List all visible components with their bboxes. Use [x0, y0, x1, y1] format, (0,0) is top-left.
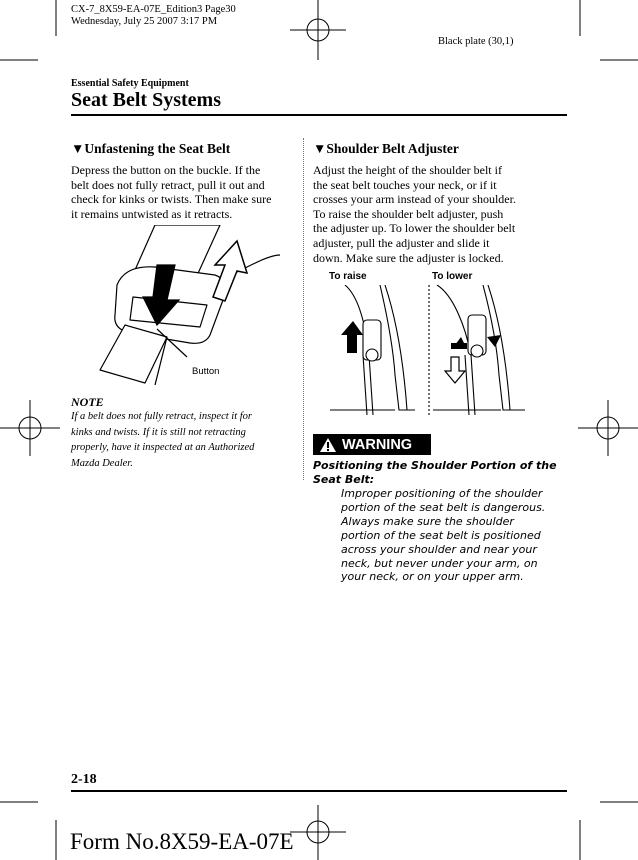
right-body: [313, 163, 567, 265]
right-body-line: the seat belt touches your neck, or if it: [313, 177, 497, 192]
shoulder-adjuster-illustration: [325, 285, 533, 415]
form-number: Form No.8X59-EA-07E: [70, 829, 294, 854]
warning-line: neck, but never under your arm, on: [341, 556, 538, 570]
note-line: If a belt does not fully retract, inspect it for: [71, 411, 253, 422]
left-body-line: belt does not fully retract, pull it out and: [71, 177, 265, 192]
button-label: Button: [192, 366, 220, 377]
section-label: Essential Safety Equipment: [71, 78, 189, 89]
page-number: 2-18: [71, 772, 97, 787]
right-heading: ▼Shoulder Belt Adjuster: [313, 141, 459, 156]
right-body-line: the adjuster up. To lower the shoulder belt: [313, 221, 516, 236]
note-text: [71, 409, 301, 471]
print-plate-label: Black plate (30,1): [438, 36, 514, 47]
note-title: NOTE: [71, 395, 104, 409]
right-body-line: To raise the shoulder belt adjuster, push: [313, 206, 504, 221]
warning-heading-line: Seat Belt:: [313, 472, 375, 486]
warning-banner: [313, 434, 431, 455]
warning-line: Improper positioning of the shoulder: [341, 487, 543, 500]
print-header-line1: CX-7_8X59-EA-07E_Edition3 Page30: [71, 4, 236, 15]
note-line: properly, have it inspected at an Authorized: [71, 442, 255, 453]
left-body: [71, 163, 296, 221]
to-raise-label: To raise: [329, 271, 367, 282]
left-body-line: Depress the button on the buckle. If the: [71, 163, 261, 177]
warning-line: your neck, or on your upper arm.: [341, 570, 524, 584]
print-header-line2: Wednesday, July 25 2007 3:17 PM: [71, 16, 218, 27]
buckle-illustration: [95, 225, 285, 385]
page-title: Seat Belt Systems: [71, 89, 221, 111]
note-line: Mazda Dealer.: [71, 457, 133, 469]
right-body-line: adjuster, pull the adjuster and slide it: [313, 235, 490, 250]
warning-line: across your shoulder and near your: [341, 542, 537, 556]
warning-line: portion of the seat belt is dangerous.: [341, 500, 546, 514]
right-body-line: crosses your arm instead of your shoulder.: [313, 192, 516, 207]
left-heading: ▼Unfastening the Seat Belt: [71, 141, 231, 156]
column-divider: [303, 138, 304, 480]
warning-heading-line: Positioning the Shoulder Portion of the: [313, 459, 557, 472]
right-body-line: Adjust the height of the shoulder belt if: [313, 163, 502, 177]
warning-triangle-icon: [319, 437, 337, 453]
footer-rule: [71, 790, 567, 792]
warning-line: Always make sure the shoulder: [341, 514, 514, 528]
to-lower-label: To lower: [432, 271, 473, 282]
left-body-line: it remains untwisted as it retracts.: [71, 206, 233, 221]
note-line: kinks and twists. If it is still not retracting: [71, 426, 246, 438]
title-rule: [71, 114, 567, 116]
warning-heading: [313, 459, 568, 486]
warning-label: WARNING: [342, 436, 413, 453]
warning-text: [341, 487, 571, 584]
right-body-line: down. Make sure the adjuster is locked.: [313, 250, 504, 265]
left-body-line: check for kinks or twists. Then make sure: [71, 192, 272, 207]
warning-line: portion of the seat belt is positioned: [341, 528, 541, 542]
